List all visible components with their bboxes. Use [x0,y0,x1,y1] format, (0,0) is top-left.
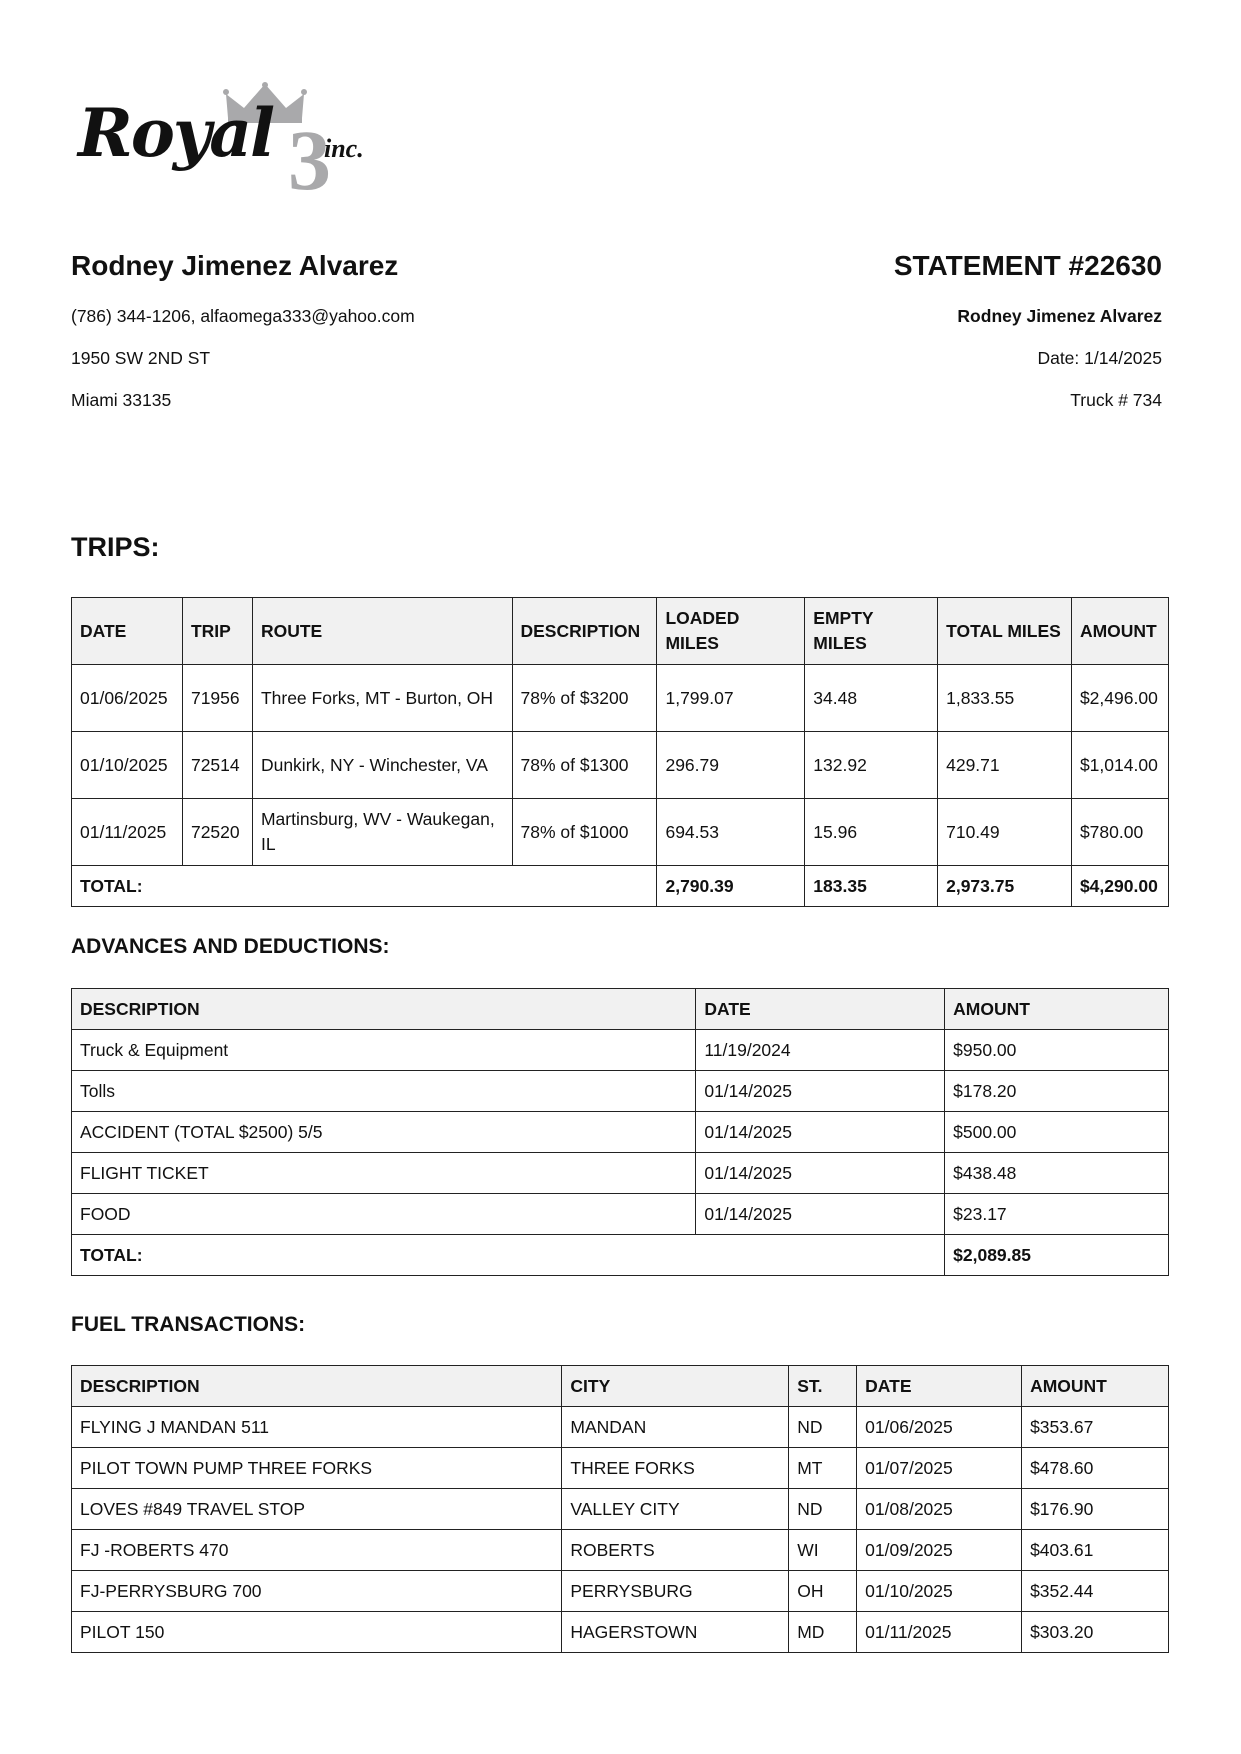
table-cell: 78% of $3200 [512,665,657,732]
header-cell: DESCRIPTION [512,598,657,665]
table-row [72,1071,1169,1112]
table-cell: $176.90 [1022,1489,1169,1530]
table-row [72,1448,1169,1489]
table-cell: FJ-PERRYSBURG 700 [72,1571,562,1612]
table-cell: 78% of $1000 [512,799,657,866]
table-cell: $500.00 [945,1112,1169,1153]
table-cell: 429.71 [938,732,1072,799]
table-cell: 1,799.07 [657,665,805,732]
header-cell: ST. [789,1366,857,1407]
header-cell: CITY [562,1366,789,1407]
table-cell: ROBERTS [562,1530,789,1571]
table-cell: Dunkirk, NY - Winchester, VA [252,732,512,799]
logo-number: 3 [288,112,331,208]
header-cell: TOTAL MILES [938,598,1072,665]
table-cell: LOVES #849 TRAVEL STOP [72,1489,562,1530]
table-cell: ND [789,1407,857,1448]
statement-name: Rodney Jimenez Alvarez [957,306,1162,326]
driver-info [71,248,415,410]
table-header-row [72,1366,1169,1407]
header-cell: AMOUNT [1022,1366,1169,1407]
table-cell: 710.49 [938,799,1072,866]
table-cell: 132.92 [805,732,938,799]
table-cell: 01/10/2025 [72,732,183,799]
driver-city: Miami 33135 [71,390,172,410]
total-miles: 2,973.75 [938,866,1072,907]
total-label: TOTAL: [72,1235,945,1276]
table-header-row [72,598,1169,665]
company-logo [72,72,402,208]
table-row [72,1612,1169,1653]
table-cell: 15.96 [805,799,938,866]
header-cell: DATE [857,1366,1022,1407]
table-cell: ND [789,1489,857,1530]
table-row [72,799,1169,866]
table-cell: 01/14/2025 [696,1194,945,1235]
table-cell: 296.79 [657,732,805,799]
table-cell: 694.53 [657,799,805,866]
trips-total-row [72,866,1169,907]
header-cell: TRIP [182,598,252,665]
statement-info [894,248,1162,410]
table-cell: HAGERSTOWN [562,1612,789,1653]
table-row [72,732,1169,799]
table-row [72,1530,1169,1571]
table-cell: 01/06/2025 [72,665,183,732]
table-cell: 78% of $1300 [512,732,657,799]
table-cell: Three Forks, MT - Burton, OH [252,665,512,732]
table-cell: Martinsburg, WV - Waukegan, IL [252,799,512,866]
header-cell: AMOUNT [945,989,1169,1030]
table-cell: Tolls [72,1071,696,1112]
fuel-table [71,1365,1169,1653]
total-loaded-miles: 2,790.39 [657,866,805,907]
header-cell: AMOUNT [1071,598,1168,665]
driver-contact: (786) 344-1206, alfaomega333@yahoo.com [71,306,415,326]
table-cell: 01/11/2025 [72,799,183,866]
header-cell: DATE [696,989,945,1030]
table-cell: 72514 [182,732,252,799]
header-cell: DATE [72,598,183,665]
table-cell: MANDAN [562,1407,789,1448]
table-cell: 1,833.55 [938,665,1072,732]
driver-name: Rodney Jimenez Alvarez [71,250,399,281]
table-cell: 01/14/2025 [696,1153,945,1194]
table-cell: FOOD [72,1194,696,1235]
table-cell: 11/19/2024 [696,1030,945,1071]
total-empty-miles: 183.35 [805,866,938,907]
header-cell: ROUTE [252,598,512,665]
table-cell: $353.67 [1022,1407,1169,1448]
table-cell: $403.61 [1022,1530,1169,1571]
table-cell: 01/07/2025 [857,1448,1022,1489]
header-cell: LOADED MILES [657,598,805,665]
table-cell: $178.20 [945,1071,1169,1112]
logo-suffix: inc. [324,134,364,163]
trips-title: TRIPS: [71,532,160,562]
table-cell: 01/08/2025 [857,1489,1022,1530]
trips-table [71,597,1169,907]
table-cell: VALLEY CITY [562,1489,789,1530]
table-cell: Truck & Equipment [72,1030,696,1071]
header-cell: EMPTY MILES [805,598,938,665]
total-label: TOTAL: [72,866,657,907]
table-cell: $2,496.00 [1071,665,1168,732]
table-cell: $1,014.00 [1071,732,1168,799]
table-row [72,1194,1169,1235]
table-row [72,1407,1169,1448]
table-row [72,1112,1169,1153]
driver-address: 1950 SW 2ND ST [71,348,211,368]
table-cell: 01/14/2025 [696,1071,945,1112]
table-cell: 72520 [182,799,252,866]
advances-title: ADVANCES AND DEDUCTIONS: [71,935,390,958]
advances-total-row [72,1235,1169,1276]
table-cell: $23.17 [945,1194,1169,1235]
table-cell: FLYING J MANDAN 511 [72,1407,562,1448]
table-cell: $438.48 [945,1153,1169,1194]
table-cell: FJ -ROBERTS 470 [72,1530,562,1571]
fuel-title: FUEL TRANSACTIONS: [71,1313,306,1336]
statement-date: Date: 1/14/2025 [1037,348,1162,368]
table-cell: WI [789,1530,857,1571]
table-cell: OH [789,1571,857,1612]
table-cell: MT [789,1448,857,1489]
table-row [72,1571,1169,1612]
table-cell: FLIGHT TICKET [72,1153,696,1194]
table-cell: 01/09/2025 [857,1530,1022,1571]
table-cell: $303.20 [1022,1612,1169,1653]
table-cell: MD [789,1612,857,1653]
statement-title: STATEMENT #22630 [893,250,1162,281]
table-cell: $352.44 [1022,1571,1169,1612]
table-cell: 71956 [182,665,252,732]
table-cell: THREE FORKS [562,1448,789,1489]
table-cell: 01/06/2025 [857,1407,1022,1448]
table-cell: ACCIDENT (TOTAL $2500) 5/5 [72,1112,696,1153]
table-row [72,1030,1169,1071]
table-cell: PILOT 150 [72,1612,562,1653]
table-cell: PILOT TOWN PUMP THREE FORKS [72,1448,562,1489]
table-cell: $950.00 [945,1030,1169,1071]
header-cell: DESCRIPTION [72,989,696,1030]
table-row [72,1489,1169,1530]
table-cell: PERRYSBURG [562,1571,789,1612]
table-cell: $780.00 [1071,799,1168,866]
table-header-row [72,989,1169,1030]
logo-wordmark: Royal [78,94,274,172]
header-cell: DESCRIPTION [72,1366,562,1407]
table-cell: 34.48 [805,665,938,732]
advances-table [71,988,1169,1276]
table-cell: 01/11/2025 [857,1612,1022,1653]
table-cell: 01/10/2025 [857,1571,1022,1612]
statement-truck: Truck # 734 [1070,390,1162,410]
table-row [72,665,1169,732]
table-cell: 01/14/2025 [696,1112,945,1153]
table-row [72,1153,1169,1194]
total-amount: $2,089.85 [945,1235,1169,1276]
table-cell: $478.60 [1022,1448,1169,1489]
total-amount: $4,290.00 [1071,866,1168,907]
